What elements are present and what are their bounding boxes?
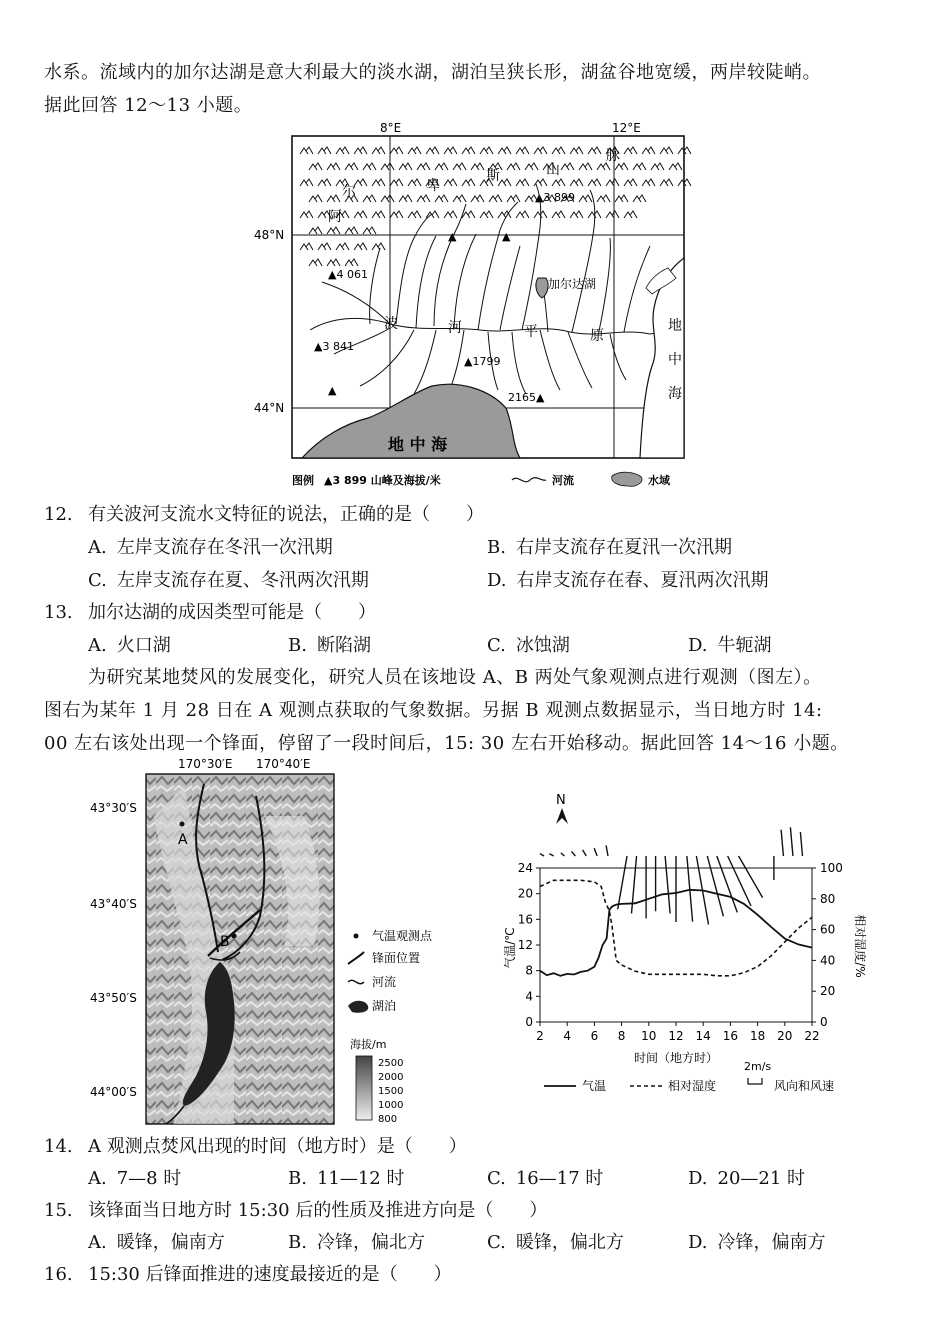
lon-label-8e: 8°E bbox=[380, 121, 402, 135]
q13-option-a[interactable]: A. 火口湖 bbox=[88, 635, 171, 656]
question-13-stem: 加尔达湖的成因类型可能是（ ） bbox=[88, 602, 376, 623]
peak-unlabeled-2: ▲ bbox=[502, 230, 511, 243]
question-15 bbox=[44, 1196, 547, 1222]
q12-option-c[interactable]: C. 左岸支流存在夏、冬汛两次汛期 bbox=[88, 570, 369, 591]
y-left-tick-label: 4 bbox=[525, 989, 533, 1004]
wind-arrow bbox=[687, 856, 693, 922]
plain-char-4: 原 bbox=[590, 328, 604, 344]
north-arrow-icon bbox=[556, 808, 568, 824]
point-b-label: B bbox=[220, 934, 230, 950]
y-right-tick-label: 100 bbox=[820, 861, 843, 875]
q15-option-b[interactable]: B. 冷锋，偏北方 bbox=[288, 1232, 425, 1253]
question-15-number: 15. bbox=[44, 1200, 73, 1221]
legend-lake-icon bbox=[348, 1001, 368, 1013]
peak-3841: ▲3 841 bbox=[314, 340, 354, 353]
question-12-number: 12. bbox=[44, 504, 73, 525]
peak-4061: ▲4 061 bbox=[328, 268, 368, 281]
plain-char-2: 河 bbox=[448, 320, 462, 336]
observation-point-a bbox=[180, 822, 185, 827]
alps-char-2: 尔 bbox=[342, 184, 356, 200]
sea-bottom-label: 地 中 海 bbox=[388, 435, 448, 454]
question-16-number: 16. bbox=[44, 1264, 73, 1285]
q15-option-c[interactable]: C. 暖锋，偏北方 bbox=[487, 1232, 624, 1253]
intro-line-1: 水系。流域内的加尔达湖是意大利最大的淡水湖，湖泊呈狭长形，湖盆谷地宽缓，两岸较陡峭。 bbox=[44, 62, 821, 83]
wind-arrow bbox=[739, 856, 763, 898]
observation-point-b bbox=[232, 934, 237, 939]
lat-label-4350: 43°50′S bbox=[90, 991, 137, 1005]
x-tick-label: 6 bbox=[590, 1029, 599, 1043]
q15-option-d[interactable]: D. 冷锋，偏南方 bbox=[688, 1232, 826, 1253]
plain-char-1: 波 bbox=[384, 316, 398, 332]
legend-water-icon bbox=[612, 472, 642, 486]
q14-option-b[interactable]: B. 11—12 时 bbox=[288, 1168, 405, 1189]
peak-2165: 2165▲ bbox=[508, 391, 545, 404]
legend-river-icon-2 bbox=[348, 980, 364, 983]
y-right-tick-label: 0 bbox=[820, 1015, 828, 1029]
map1-legend-water: 水域 bbox=[648, 474, 670, 487]
x-label: 时间（地方时） bbox=[633, 1051, 719, 1065]
wind-arrow bbox=[790, 827, 793, 856]
intro2-line-2: 图右为某年 1 月 28 日在 A 观测点获取的气象数据。另据 B 观测点数据显示，当日地方时 14: bbox=[44, 700, 823, 721]
wind-arrow bbox=[728, 856, 751, 906]
terrain-map bbox=[84, 756, 444, 1128]
question-16 bbox=[44, 1260, 452, 1286]
x-tick-label: 22 bbox=[804, 1029, 820, 1043]
wind-scale-icon bbox=[748, 1078, 762, 1084]
y-left-tick-label: 0 bbox=[525, 1015, 533, 1029]
y-left-tick-label: 8 bbox=[525, 963, 533, 978]
q15-option-a[interactable]: A. 暖锋，偏南方 bbox=[88, 1232, 225, 1253]
sea-right-char-1: 地 bbox=[668, 318, 682, 334]
north-label: N bbox=[556, 793, 566, 808]
lat-label-4400: 44°00′S bbox=[90, 1085, 137, 1099]
x-tick-label: 2 bbox=[536, 1029, 544, 1043]
elev-title: 海拔/m bbox=[350, 1038, 387, 1051]
elev-2500: 2500 bbox=[378, 1058, 404, 1069]
y-right-label: 相对湿度/% bbox=[853, 914, 867, 978]
wind-arrow bbox=[707, 856, 723, 916]
y-left-tick-label: 12 bbox=[517, 938, 533, 952]
y-right-tick-label: 60 bbox=[820, 922, 836, 937]
question-12 bbox=[44, 500, 484, 526]
po-basin-map bbox=[250, 118, 720, 496]
lat-label-4340: 43°40′S bbox=[90, 897, 137, 911]
point-a-label: A bbox=[178, 832, 188, 848]
legend-point-icon bbox=[354, 934, 359, 939]
y-right-tick-label: 20 bbox=[820, 984, 836, 999]
q12-option-b[interactable]: B. 右岸支流存在夏汛一次汛期 bbox=[487, 537, 732, 558]
alps-char-5: 山 bbox=[546, 162, 560, 178]
x-tick-label: 8 bbox=[617, 1029, 626, 1043]
y-left-tick-label: 20 bbox=[517, 886, 533, 901]
elev-800: 800 bbox=[378, 1114, 398, 1125]
legend-hum: 相对湿度 bbox=[668, 1079, 717, 1093]
alps-char-6: 脉 bbox=[606, 148, 620, 164]
alps-char-4: 斯 bbox=[486, 168, 500, 184]
q13-option-c[interactable]: C. 冰蚀湖 bbox=[487, 635, 570, 656]
y-right-tick-label: 80 bbox=[820, 891, 836, 906]
x-tick-label: 10 bbox=[641, 1029, 657, 1043]
intro-line-2: 据此回答 12～13 小题。 bbox=[44, 95, 253, 116]
wind-arrow bbox=[781, 830, 783, 856]
intro2-line-1: 为研究某地焚风的发展变化，研究人员在该地设 A、B 两处气象观测点进行观测（图左）。 bbox=[88, 667, 822, 688]
q14-option-a[interactable]: A. 7—8 时 bbox=[88, 1168, 182, 1189]
question-13 bbox=[44, 598, 376, 624]
y-left-tick-label: 24 bbox=[517, 861, 533, 875]
peak-3899: ▲3 899 bbox=[535, 191, 575, 204]
question-14 bbox=[44, 1132, 467, 1158]
legend-temp: 气温 bbox=[582, 1079, 607, 1093]
question-13-number: 13. bbox=[44, 602, 73, 623]
legend-point: 气温观测点 bbox=[372, 929, 433, 943]
question-14-number: 14. bbox=[44, 1136, 73, 1157]
wind-arrow bbox=[540, 854, 544, 856]
x-tick-label: 14 bbox=[695, 1029, 711, 1043]
x-tick-label: 12 bbox=[668, 1029, 684, 1043]
x-tick-label: 16 bbox=[722, 1029, 739, 1043]
alps-char-1: 阿 bbox=[328, 209, 342, 225]
wind-arrow bbox=[632, 856, 637, 913]
lon-label-1: 170°30′E bbox=[178, 757, 233, 771]
sea-right-char-2: 中 bbox=[668, 352, 682, 368]
lon-label-12e: 12°E bbox=[612, 121, 641, 135]
wind-arrow bbox=[583, 850, 587, 856]
legend-wind: 风向和风速 bbox=[774, 1079, 835, 1093]
q12-option-a[interactable]: A. 左岸支流存在冬汛一次汛期 bbox=[88, 537, 333, 558]
q12-option-d[interactable]: D. 右岸支流存在春、夏汛两次汛期 bbox=[487, 570, 769, 591]
y-right-tick-label: 40 bbox=[820, 953, 836, 968]
lat-label-48n: 48°N bbox=[254, 228, 285, 242]
lon-label-2: 170°40′E bbox=[256, 757, 311, 771]
x-tick-label: 18 bbox=[749, 1029, 766, 1043]
peak-1799: ▲1799 bbox=[464, 355, 501, 368]
elev-1000: 1000 bbox=[378, 1100, 404, 1111]
x-tick-label: 20 bbox=[777, 1029, 793, 1043]
sea-right-char-3: 海 bbox=[668, 386, 682, 402]
peak-unlabeled-3: ▲ bbox=[448, 230, 457, 243]
elev-2000: 2000 bbox=[378, 1072, 404, 1083]
map1-legend-title: 图例 bbox=[292, 474, 314, 487]
question-15-stem: 该锋面当日地方时 15:30 后的性质及推进方向是（ ） bbox=[88, 1200, 548, 1221]
x-tick-label: 4 bbox=[563, 1029, 572, 1043]
lat-label-4330: 43°30′S bbox=[90, 801, 137, 815]
wind-arrow bbox=[800, 832, 802, 856]
elev-1500: 1500 bbox=[378, 1086, 404, 1097]
legend-front-icon bbox=[348, 952, 364, 964]
q14-option-c[interactable]: C. 16—17 时 bbox=[487, 1168, 604, 1189]
legend-river-icon bbox=[512, 478, 546, 482]
elev-bar bbox=[356, 1056, 372, 1120]
wind-scale-label: 2m/s bbox=[744, 1060, 772, 1073]
q14-option-d[interactable]: D. 20—21 时 bbox=[688, 1168, 806, 1189]
alps-char-3: 卑 bbox=[426, 178, 440, 194]
intro2-line-3: 00 左右该处出现一个锋面，停留了一段时间后，15: 30 左右开始移动。据此回答 14～16 小题。 bbox=[44, 733, 849, 754]
question-16-stem: 15:30 后锋面推进的速度最接近的是（ ） bbox=[88, 1264, 452, 1285]
map1-legend-peak: ▲3 899 山峰及海拔/米 bbox=[324, 474, 441, 487]
lake-garda-label: 加尔达湖 bbox=[548, 277, 597, 291]
legend-river-2: 河流 bbox=[372, 975, 397, 989]
map1-legend-river: 河流 bbox=[552, 474, 574, 487]
y-left-label: 气温/℃ bbox=[503, 927, 517, 969]
q13-option-b[interactable]: B. 断陷湖 bbox=[288, 635, 371, 656]
wind-barbs bbox=[540, 827, 803, 924]
wind-arrow bbox=[606, 845, 608, 856]
climate-chart bbox=[500, 778, 880, 1104]
q13-option-d[interactable]: D. 牛轭湖 bbox=[688, 635, 772, 656]
wind-arrow bbox=[561, 853, 565, 856]
wind-arrow bbox=[572, 851, 576, 856]
wind-arrow bbox=[549, 854, 553, 856]
peak-unlabeled-1: ▲ bbox=[328, 384, 337, 397]
legend-lake: 湖泊 bbox=[372, 999, 397, 1013]
wind-arrow bbox=[618, 856, 627, 909]
plain-char-3: 平 bbox=[524, 324, 538, 340]
wind-arrow bbox=[594, 848, 597, 856]
question-14-stem: A 观测点焚风出现的时间（地方时）是（ ） bbox=[88, 1136, 467, 1157]
question-12-stem: 有关波河支流水文特征的说法，正确的是（ ） bbox=[88, 504, 484, 525]
wind-arrow bbox=[665, 856, 670, 913]
legend-front: 锋面位置 bbox=[372, 951, 421, 965]
y-left-tick-label: 16 bbox=[517, 912, 533, 927]
lat-label-44n: 44°N bbox=[254, 401, 285, 415]
